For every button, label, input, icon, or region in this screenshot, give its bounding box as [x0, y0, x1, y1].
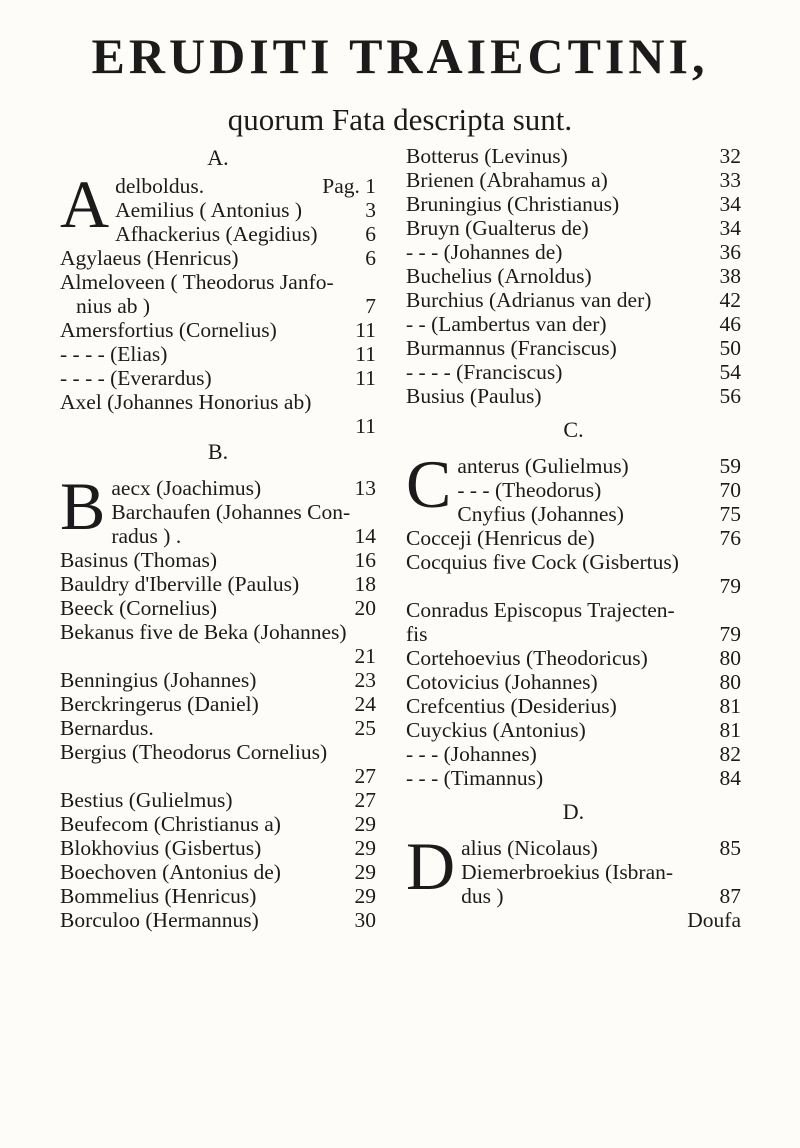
index-entry-continuation: [406, 622, 741, 646]
index-entry: [111, 476, 376, 500]
entry-name: Cnyfius (Johannes): [457, 502, 624, 526]
entry-name: Cotovicius (Johannes): [406, 670, 598, 694]
entry-name: dus ): [461, 884, 504, 908]
entry-name: Cocquius five Cock (Gisbertus): [406, 550, 679, 574]
right-column: [406, 144, 741, 932]
index-entry: [60, 692, 376, 716]
index-entry: [115, 198, 376, 222]
section-heading-c: C.: [563, 417, 584, 442]
entry-name: Bauldry d'Iberville (Paulus): [60, 572, 300, 596]
left-column: [60, 144, 376, 932]
entry-name: Basinus (Thomas): [60, 548, 218, 572]
entry-page: 33: [719, 168, 741, 192]
index-entry: [60, 740, 376, 764]
index-entry: [111, 500, 376, 524]
entry-page: 81: [719, 694, 741, 718]
index-entry: [115, 174, 376, 198]
entry-page: 23: [354, 668, 376, 692]
index-entry: [60, 620, 376, 644]
index-entry-continuation: [111, 524, 376, 548]
entry-name: Bernardus.: [60, 716, 154, 740]
entry-page: 76: [719, 526, 741, 550]
entry-name: Amersfortius (Cornelius): [60, 318, 277, 342]
entry-name: Bergius (Theodorus Cornelius): [60, 740, 328, 764]
entry-page: 6: [365, 246, 376, 270]
index-entry: [60, 716, 376, 740]
entry-name: Diemerbroekius (Isbran-: [461, 860, 674, 884]
index-entry: [60, 788, 376, 812]
index-entry: [115, 222, 376, 246]
entry-page: 36: [719, 240, 741, 264]
entry-page: 25: [354, 716, 376, 740]
entry-name: Agylaeus (Henricus): [60, 246, 239, 270]
entry-page: 38: [719, 264, 741, 288]
entry-page: 29: [354, 812, 376, 836]
entry-name: Axel (Johannes Honorius ab): [60, 390, 312, 414]
entry-name: Almeloveen ( Theodorus Janfo-: [60, 270, 334, 294]
entry-name: - - - - (Everardus): [60, 366, 212, 390]
entry-name: - - - - (Franciscus): [406, 360, 563, 384]
index-entry: [406, 240, 741, 264]
index-entry: [406, 694, 741, 718]
entry-page: 79: [719, 622, 741, 646]
index-entry: [60, 836, 376, 860]
index-entry-continuation: [461, 884, 741, 908]
index-entry: [406, 192, 741, 216]
entry-name: Cortehoevius (Theodoricus): [406, 646, 648, 670]
entry-name: - - - (Theodorus): [457, 478, 602, 502]
entry-name: anterus (Gulielmus): [457, 454, 629, 478]
entry-page: 20: [354, 596, 376, 620]
entry-name: Cocceji (Henricus de): [406, 526, 595, 550]
entry-name: Bekanus five de Beka (Johannes): [60, 620, 347, 644]
entry-page: 80: [719, 670, 741, 694]
entry-page: 21: [354, 644, 376, 668]
entry-name: Beufecom (Christianus a): [60, 812, 281, 836]
entry-name: Buchelius (Arnoldus): [406, 264, 592, 288]
index-entry: [406, 216, 741, 240]
entry-name: aecx (Joachimus): [111, 476, 262, 500]
index-entry: [60, 342, 376, 366]
entry-name: - - - (Johannes de): [406, 240, 563, 264]
entry-page: 11: [355, 342, 376, 366]
entry-name: - - - - (Elias): [60, 342, 168, 366]
index-entry: [457, 478, 741, 502]
entry-name: Crefcentius (Desiderius): [406, 694, 617, 718]
entry-name: - - (Lambertus van der): [406, 312, 607, 336]
entry-name: - - - (Timannus): [406, 766, 544, 790]
entry-page: 14: [354, 524, 376, 548]
entry-name: Aemilius ( Antonius ): [115, 198, 303, 222]
entry-name: fis: [406, 622, 428, 646]
entry-page: 18: [354, 572, 376, 596]
index-entry: [461, 860, 741, 884]
entry-page: 42: [719, 288, 741, 312]
section-heading-b: B.: [207, 439, 229, 464]
entry-name: Borculoo (Hermannus): [60, 908, 259, 932]
index-entry: [406, 288, 741, 312]
entry-page: 11: [355, 414, 376, 438]
entry-name: Benningius (Johannes): [60, 668, 257, 692]
index-entry: [406, 598, 741, 622]
entry-name: Bestius (Gulielmus): [60, 788, 233, 812]
page-subtitle: quorum Fata descripta sunt.: [227, 102, 573, 137]
entry-page: 70: [719, 478, 741, 502]
entry-page: 34: [719, 216, 741, 240]
index-entry: [406, 144, 741, 168]
index-entry: [406, 742, 741, 766]
entry-name: nius ab ): [76, 294, 151, 318]
entry-page: 56: [719, 384, 741, 408]
index-entry: [60, 318, 376, 342]
entry-page: 3: [365, 198, 376, 222]
entry-name: delboldus.: [115, 174, 205, 198]
entry-name: radus ) .: [111, 524, 182, 548]
drop-cap-a: A: [60, 166, 110, 242]
index-entry: [406, 312, 741, 336]
entry-name: alius (Nicolaus): [461, 836, 598, 860]
entry-name: - - - (Johannes): [406, 742, 537, 766]
index-entry: [60, 668, 376, 692]
entry-page: 7: [365, 294, 376, 318]
index-entry: [60, 548, 376, 572]
drop-cap-d: D: [406, 828, 456, 904]
index-entry: [461, 836, 741, 860]
entry-name: Bommelius (Henricus): [60, 884, 257, 908]
entry-page: 34: [719, 192, 741, 216]
entry-page: 46: [719, 312, 741, 336]
drop-cap-b: B: [60, 468, 106, 544]
index-entry: [406, 718, 741, 742]
entry-page: 29: [354, 836, 376, 860]
index-entry: [60, 270, 376, 294]
entry-page: 80: [719, 646, 741, 670]
index-entry: [406, 264, 741, 288]
entry-page: 32: [719, 144, 741, 168]
entry-page: 50: [719, 336, 741, 360]
entry-page: 82: [719, 742, 741, 766]
entry-name: Burchius (Adrianus van der): [406, 288, 652, 312]
entry-page: 85: [719, 836, 741, 860]
section-heading-d: D.: [562, 799, 585, 824]
index-entry: [60, 908, 376, 932]
entry-page: 27: [354, 788, 376, 812]
entry-name: Berckringerus (Daniel): [60, 692, 259, 716]
index-entry: [406, 526, 741, 550]
entry-page: 29: [354, 884, 376, 908]
index-entry: [60, 596, 376, 620]
entry-name: Botterus (Levinus): [406, 144, 568, 168]
index-entry: [60, 390, 376, 414]
entry-page: 27: [354, 764, 376, 788]
index-entry: [60, 572, 376, 596]
index-entry: [406, 168, 741, 192]
index-entry: [457, 502, 741, 526]
index-entry: [406, 646, 741, 670]
entry-page: 87: [719, 884, 741, 908]
entry-page: 13: [354, 476, 376, 500]
entry-page: 11: [355, 366, 376, 390]
entry-page: 6: [365, 222, 376, 246]
index-entry: [406, 360, 741, 384]
entry-name: Bruningius (Christianus): [406, 192, 620, 216]
entry-name: Afhackerius (Aegidius): [115, 222, 318, 246]
entry-name: Beeck (Cornelius): [60, 596, 218, 620]
entry-name: Burmannus (Franciscus): [406, 336, 617, 360]
entry-name: Conradus Episcopus Trajecten-: [406, 598, 675, 622]
page-title: ERUDITI TRAIECTINI,: [91, 28, 709, 84]
index-entry: [457, 454, 741, 478]
entry-name: Busius (Paulus): [406, 384, 542, 408]
index-entry: [60, 860, 376, 884]
index-entry: [60, 366, 376, 390]
index-entry: [406, 550, 741, 574]
entry-page: 84: [719, 766, 741, 790]
entry-page: 75: [719, 502, 741, 526]
index-entry: [60, 812, 376, 836]
entry-page: 16: [354, 548, 376, 572]
index-entry: [406, 670, 741, 694]
entry-page: 81: [719, 718, 741, 742]
entry-name: Boechoven (Antonius de): [60, 860, 281, 884]
index-entry: [406, 336, 741, 360]
entry-page: 30: [354, 908, 376, 932]
entry-page: 59: [719, 454, 741, 478]
entry-page: 54: [719, 360, 741, 384]
entry-page: 29: [354, 860, 376, 884]
entry-page: 79: [719, 574, 741, 598]
entry-name: Blokhovius (Gisbertus): [60, 836, 262, 860]
catchword: Doufa: [687, 908, 741, 932]
index-entry: [60, 246, 376, 270]
entry-page: 11: [355, 318, 376, 342]
entry-page: 24: [354, 692, 376, 716]
index-entry: [406, 766, 741, 790]
entry-name: Brienen (Abrahamus a): [406, 168, 608, 192]
section-heading-a: A.: [207, 145, 229, 170]
entry-name: Bruyn (Gualterus de): [406, 216, 589, 240]
index-entry-continuation: [60, 294, 376, 318]
entry-name: Barchaufen (Johannes Con-: [111, 500, 351, 524]
entry-name: Cuyckius (Antonius): [406, 718, 586, 742]
entry-page: Pag. 1: [322, 174, 376, 198]
index-entry: [60, 884, 376, 908]
drop-cap-c: C: [406, 446, 452, 522]
index-entry: [406, 384, 741, 408]
